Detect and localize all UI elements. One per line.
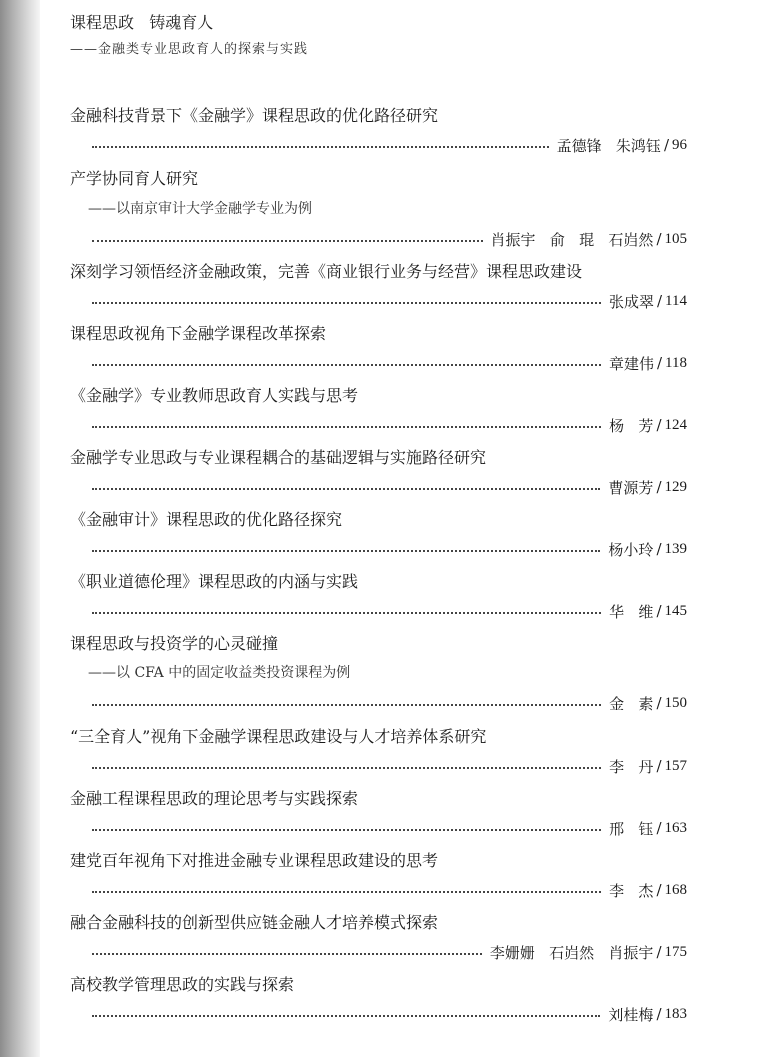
dot-leader: [92, 364, 601, 366]
toc-entry-authors: 华 维: [609, 602, 654, 621]
toc-entry-page: 114: [665, 292, 687, 309]
toc-entry-title[interactable]: 课程思政与投资学的心灵碰撞: [70, 634, 279, 653]
dot-leader: [92, 488, 600, 490]
dot-leader: [92, 240, 483, 242]
toc-entry-authors: 刘桂梅: [608, 1005, 654, 1024]
toc-entry-title[interactable]: 金融科技背景下《金融学》课程思政的优化路径研究: [70, 106, 439, 125]
toc-entry-title[interactable]: 金融工程课程思政的理论思考与实践探索: [70, 789, 359, 808]
toc-entry-page: 175: [664, 943, 687, 960]
toc-entry-title[interactable]: 高校教学管理思政的实践与探索: [70, 975, 295, 994]
toc-entry-page: 150: [664, 694, 687, 711]
toc-entry-authors: 张成翠: [608, 292, 654, 311]
toc-entry-leader: 刘桂梅 / 183: [92, 1003, 687, 1025]
dot-leader: [92, 953, 482, 955]
dot-leader: [92, 704, 601, 706]
dot-leader: [92, 767, 601, 769]
toc-entry-leader: 李姗姗 石岿然 肖振宇 / 175: [92, 941, 687, 963]
toc-entry-leader: 孟德锋 朱鸿钰 / 96: [92, 134, 687, 156]
toc-entry-leader: 章建伟 / 118: [92, 352, 687, 374]
toc-entry-authors: 章建伟: [608, 354, 654, 373]
toc-entry-authors: 杨 芳: [609, 416, 654, 435]
toc-entry-authors: 肖振宇 俞 琨 石岿然: [490, 230, 654, 249]
toc-entry-leader: 张成翠 / 114: [92, 290, 687, 312]
toc-entry-leader: 邢 钰 / 163: [92, 817, 687, 839]
dot-leader: [92, 891, 601, 893]
toc-entry-page: 145: [664, 602, 687, 619]
toc-entry-leader: 华 维 / 145: [92, 600, 687, 622]
toc-entry-page: 118: [665, 354, 687, 371]
toc-entry-page: 183: [664, 1005, 687, 1022]
toc-entry-title[interactable]: “三全育人”视角下金融学课程思政建设与人才培养体系研究: [70, 727, 487, 746]
toc-entry-subtitle: ——以南京审计大学金融学专业为例: [88, 201, 312, 217]
running-header-title: 课程思政 铸魂育人: [70, 13, 214, 32]
toc-entry-title[interactable]: 金融学专业思政与专业课程耦合的基础逻辑与实施路径研究: [70, 448, 487, 467]
dot-leader: [92, 829, 601, 831]
toc-entry-title[interactable]: 产学协同育人研究: [70, 169, 199, 188]
dot-leader: [92, 146, 549, 148]
toc-entry-page: 96: [672, 136, 687, 153]
toc-entry-title[interactable]: 《金融审计》课程思政的优化路径探究: [70, 510, 343, 529]
toc-entry-title[interactable]: 深刻学习领悟经济金融政策，完善《商业银行业务与经营》课程思政建设: [70, 262, 583, 281]
dot-leader: [92, 426, 601, 428]
toc-entry-leader: 曹源芳 / 129: [92, 476, 687, 498]
toc-entry-authors: 邢 钰: [609, 819, 654, 838]
toc-entry-page: 168: [664, 881, 687, 898]
toc-entry-authors: 杨小玲: [608, 540, 654, 559]
toc-entry-leader: 杨 芳 / 124: [92, 414, 687, 436]
dot-leader: [92, 612, 601, 614]
toc-entry-authors: 李 杰: [609, 881, 654, 900]
toc-entry-title[interactable]: 融合金融科技的创新型供应链金融人才培养模式探索: [70, 913, 439, 932]
toc-entry-page: 105: [664, 230, 687, 247]
dot-leader: [92, 1015, 600, 1017]
toc-entry-subtitle: ——以 CFA 中的固定收益类投资课程为例: [88, 665, 351, 681]
toc-entry-authors: 孟德锋 朱鸿钰: [556, 136, 661, 155]
toc-entry-leader: 金 素 / 150: [92, 692, 687, 714]
toc-entry-leader: 李 杰 / 168: [92, 879, 687, 901]
toc-entry-leader: 杨小玲 / 139: [92, 538, 687, 560]
toc-entry-authors: 曹源芳: [608, 478, 654, 497]
toc-entry-page: 157: [664, 757, 687, 774]
toc-entry-title[interactable]: 课程思政视角下金融学课程改革探索: [70, 324, 327, 343]
running-header-subtitle: ——金融类专业思政育人的探索与实践: [70, 42, 309, 57]
toc-entry-leader: 肖振宇 俞 琨 石岿然 / 105: [92, 228, 687, 250]
toc-entry-title[interactable]: 《金融学》专业教师思政育人实践与思考: [70, 386, 359, 405]
toc-entry-page: 163: [664, 819, 687, 836]
dot-leader: [92, 550, 600, 552]
toc-entry-title[interactable]: 《职业道德伦理》课程思政的内涵与实践: [70, 572, 359, 591]
toc-entry-leader: 李 丹 / 157: [92, 755, 687, 777]
toc-entry-page: 124: [664, 416, 687, 433]
dot-leader: [92, 302, 601, 304]
toc-entry-authors: 金 素: [609, 694, 654, 713]
toc-entry-page: 139: [664, 540, 687, 557]
toc-entry-authors: 李 丹: [609, 757, 654, 776]
toc-entry-page: 129: [664, 478, 687, 495]
toc-entry-authors: 李姗姗 石岿然 肖振宇: [489, 943, 654, 962]
toc-entry-title[interactable]: 建党百年视角下对推进金融专业课程思政建设的思考: [70, 851, 439, 870]
